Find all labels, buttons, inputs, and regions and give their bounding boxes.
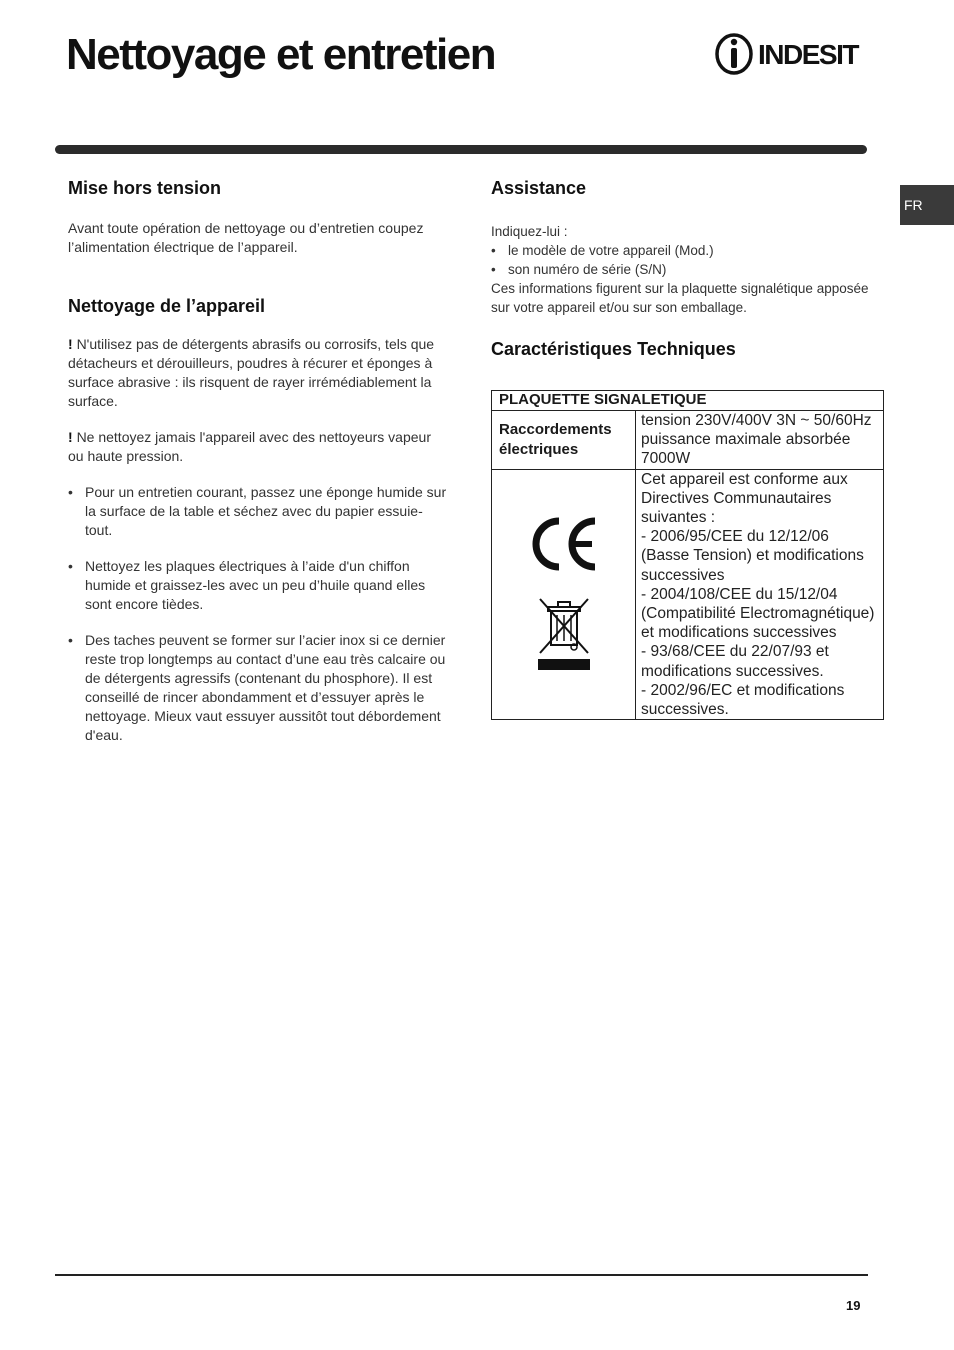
electrical-connections-label: Raccordements électriques bbox=[492, 411, 636, 470]
assistance-list bbox=[491, 241, 885, 279]
ce-mark-icon bbox=[529, 515, 599, 573]
table-header: PLAQUETTE SIGNALETIQUE bbox=[492, 391, 884, 411]
list-item: • le modèle de votre appareil (Mod.) bbox=[491, 241, 885, 260]
left-column bbox=[68, 178, 448, 745]
mise-hors-tension-text: Avant toute opération de nettoyage ou d’entretien coupez l’alimentation électrique de l’appareil. bbox=[68, 220, 424, 255]
warning-mark: ! bbox=[68, 429, 73, 445]
rating-plate-table bbox=[491, 390, 884, 720]
cleaning-tips-list bbox=[68, 483, 448, 745]
warning-paragraph-2 bbox=[68, 428, 448, 466]
language-tab: FR bbox=[900, 185, 954, 225]
page-number: 19 bbox=[846, 1298, 861, 1313]
section-heading-mise-hors-tension: Mise hors tension bbox=[68, 178, 222, 198]
list-item: • son numéro de série (S/N) bbox=[491, 260, 885, 279]
assistance-note: Ces informations figurent sur la plaquette signalétique apposée sur votre appareil et/ou sur son emballage. bbox=[491, 281, 869, 315]
electrical-connections-value: tension 230V/400V 3N ~ 50/60Hz puissance maximale absorbée 7000W bbox=[636, 411, 884, 470]
table-row bbox=[492, 469, 884, 720]
warning-mark: ! bbox=[68, 336, 73, 352]
warning-text-2: Ne nettoyez jamais l'appareil avec des nettoyeurs vapeur ou haute pression. bbox=[68, 429, 431, 464]
indesit-logo bbox=[714, 32, 870, 76]
section-heading-caracteristiques: Caractéristiques Techniques bbox=[491, 339, 736, 359]
top-rule bbox=[55, 145, 867, 154]
compliance-directives-value: Cet appareil est conforme aux Directives Communautaires suivantes : - 2006/95/CEE du 12/12/06 (Basse Tension) et modifications successives - 2004/108/CEE du 15/12/04 (Compatibilité Electromagnétique) et modifications successives - 93/68/CEE du 22/07/93 et modifications successives. - 2002/96/EC et modifications successives. bbox=[636, 469, 884, 720]
section-heading-nettoyage: Nettoyage de l’appareil bbox=[68, 296, 266, 316]
brand-text: INDESIT bbox=[758, 39, 858, 70]
table-row bbox=[492, 411, 884, 470]
list-item: • Des taches peuvent se former sur l’acier inox si ce dernier reste trop longtemps au contact d’une eau très calcaire ou de détergents agressifs (contenant du phosphore). Il est conseillé de rincer abondamment et d’essuyer après le nettoyage. Mieux vaut essuyer aussitôt tout débordement d'eau. bbox=[68, 631, 448, 745]
assistance-intro: Indiquez-lui : bbox=[491, 224, 568, 239]
right-column bbox=[491, 178, 885, 720]
bottom-rule bbox=[55, 1274, 868, 1276]
crossed-out-bin-icon bbox=[536, 597, 592, 673]
page-title: Nettoyage et entretien bbox=[66, 30, 496, 79]
warning-text-1: N'utilisez pas de détergents abrasifs ou corrosifs, tels que détacheurs et dérouilleurs, poudres à récurer et éponges à surface abrasive : ils risquent de rayer irrémédiablement la surface. bbox=[68, 336, 435, 409]
section-heading-assistance: Assistance bbox=[491, 178, 587, 198]
list-item: • Nettoyez les plaques électriques à l’aide d'un chiffon humide et graissez-les avec un peu d’huile quand elles sont encore tièdes. bbox=[68, 557, 448, 614]
warning-paragraph-1 bbox=[68, 335, 448, 411]
list-item: • Pour un entretien courant, passez une éponge humide sur la surface de la table et séchez avec du papier essuie-tout. bbox=[68, 483, 448, 540]
compliance-icons-cell bbox=[492, 469, 636, 720]
